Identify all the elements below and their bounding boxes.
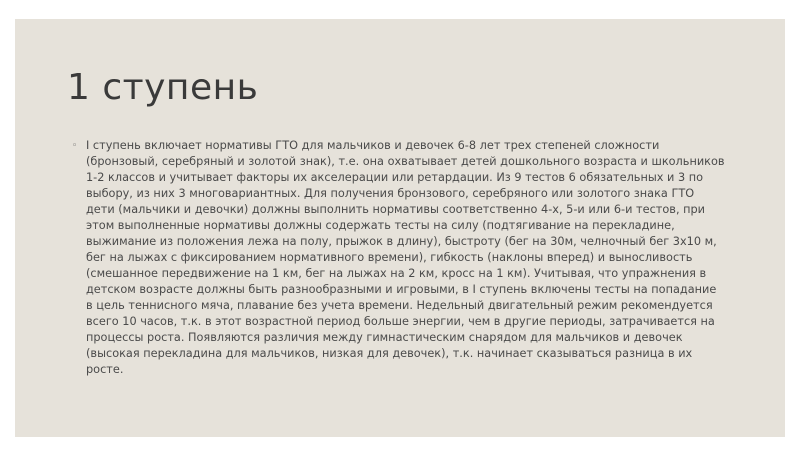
bullet-text: I ступень включает нормативы ГТО для мальчиков и девочек 6-8 лет трех степеней сложности (бронзовый, серебряный и золотой знак), т.е. она охватывает детей дошкольного возраста и школьников 1-2 классов и учитывает факторы их акселерации или ретардации. Из 9 тестов 6 обязательных и 3 по выбору, из них 3 многовариантных. Для получения бронзового, серебряного или золотого знака ГТО дети (мальчики и девочки) должны выполнить нормативы соответственно 4-х, 5-и или 6-и тестов, при этом выполненные нормативы должны содержать тесты на силу (подтягивание на перекладине, выжимание из положения лежа на полу, прыжок в длину), быстроту (бег на 30м, челночный бег 3х10 м, бег на лыжах с фиксированием нормативного времени), гибкость (наклоны вперед) и выносливость (смешанное передвижение на 1 км, бег на лыжах на 2 км, кросс на 1 км). Учитывая, что упражнения в детском возрасте должны быть разнообразными и игровыми, в I ступень включены тесты на попадание в цель теннисного мяча, плавание без учета времени. Недельный двигательный режим рекомендуется всего 10 часов, т.к. в этот возрастной период больше энергии, чем в другие периоды, затрачивается на процессы роста. Появляются различия между гимнастическим снарядом для мальчиков и девочек (высокая перекладина для мальчиков, низкая для девочек), т.к. начинает сказываться разница в их росте. <box>86 139 725 376</box>
bullet-icon: ◦ <box>72 141 78 151</box>
slide-title: 1 ступень <box>67 67 259 108</box>
slide-content <box>72 138 732 378</box>
bullet-item <box>72 138 732 378</box>
